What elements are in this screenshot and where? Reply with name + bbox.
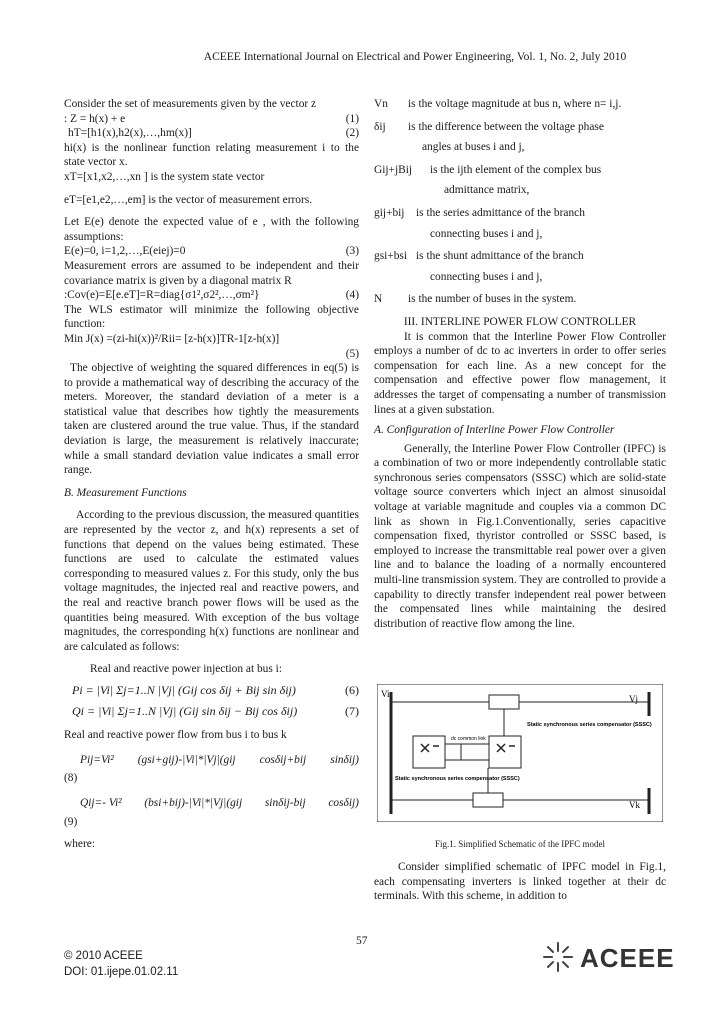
figure-paragraph: Consider simplified schematic of IPFC model in Fig.1, each compensating inverters is linked together at their dc terminals. With this scheme, in addition to: [374, 861, 666, 903]
variable-definition: Gij+jBij is the ijth element of the complex bus admittance matrix,: [374, 163, 602, 197]
page-number: 57: [356, 935, 368, 947]
aceee-logo: [540, 939, 680, 979]
left-column: [64, 97, 359, 852]
e-definition: eT=[e1,e2,…,em] is the vector of measurement errors.: [64, 193, 313, 206]
copyright-text: © 2010 ACEEE: [64, 950, 143, 962]
intro-text: Consider the set of measurements given by the vector z: [64, 98, 317, 110]
bus-j-label: Vj: [629, 694, 638, 704]
doi-text: DOI: 01.ijepe.01.02.11: [64, 966, 179, 978]
equation-3: E(e)=0, i=1,2,…,E(eiej)=0 (3): [64, 245, 359, 258]
dc-link-label: dc common link: [451, 736, 486, 742]
sssc-label-top: Static synchronous series compensator (SSSC): [527, 722, 652, 728]
ipfc-paragraph-1: It is common that the Interline Power Flow Controller employs a number of dc to ac inverters in order to offer series compensation for each line. As a new concept for the compensation and effective power flow management, it addresses the target of compensating a number of transmission lines at a given substation.: [374, 330, 666, 416]
equation-5: Min J(x) =(zi-hi(x))²/Rii= [z-h(x)]TR-1[z-h(x)]: [64, 332, 280, 345]
variable-definition: gsi+bsi is the shunt admittance of the branch connecting buses i and j,: [374, 250, 584, 283]
section-b-heading: B. Measurement Functions: [64, 486, 187, 499]
wls-text: The WLS estimator will minimize the following objective function:: [64, 303, 359, 331]
section-3-heading: III. INTERLINE POWER FLOW CONTROLLER: [403, 315, 637, 328]
equation-8: Pij=Vi² (gsi+gij)-|Vi|*|Vj|(gij cosδij+bij sinδij): [80, 753, 359, 766]
sssc-label-bottom: Static synchronous series compensator (SSSC): [395, 776, 520, 782]
where-label: where:: [64, 838, 95, 851]
equation-1: : Z = h(x) + e (1): [64, 112, 359, 125]
equation-5-number: (5): [345, 347, 359, 360]
equation-2: hT=[h1(x),h2(x),…,hm(x)] (2): [68, 127, 359, 140]
ipfc-paragraph-2: Generally, the Interline Power Flow Controller (IPFC) is a combination of two or more independently controllable static synchronous series compensators (SSSC) which are solid-state voltage source converters which inject an almost sinusoidal voltage at variable magnitude and couples via a common DC link as shown in Fig.1.Conventionally, series capacitive compensation fixed, thyristor controlled or SSSC based, is employed to increase the transmittable real power over a given line and to balance the loading of a normally encountered multi-line transmission system. They are controlled to provide a capability to directly transfer independent real power between the compensated lines while maintaining the desired distribution of reactive flow among the line.: [374, 442, 666, 630]
flow-heading: Real and reactive power flow from bus i to bus k: [64, 729, 287, 742]
journal-header: ACEEE International Journal on Electrical and Power Engineering, Vol. 1, No. 2, July 2010: [203, 51, 627, 63]
measurement-paragraph: According to the previous discussion, the measured quantities are represented by the vector z, and h(x) represents a set of functions that depend on the values being estimated. These functions are used to calculate the estimated values corresponding to measured values z. For this study, only the bus voltage magnitudes, the injected real and reactive powers, and the real and reactive branch power flows will be used as the quantities being measured. With exception of the bus voltage magnitudes, the corresponding h(x) functions are nonlinear and are calculated as follows:: [64, 509, 359, 653]
footer-copyright: [64, 948, 178, 980]
equation-6: Pi = |Vi| Σj=1..N |Vj| (Gij cos δij + Bij sin δij) (6): [72, 682, 359, 697]
x-definition: xT=[x1,x2,…,xn ] is the system state vector: [64, 170, 265, 183]
variable-definition: Vn is the voltage magnitude at bus n, where n= i,j.: [374, 98, 622, 110]
section-a-heading: A. Configuration of Interline Power Flow Controller: [374, 424, 615, 437]
h-definition: hi(x) is the nonlinear function relating measurement i to the state vector x.: [64, 141, 359, 169]
equation-9-number: (9): [64, 815, 78, 828]
figure-caption: Fig.1. Simplified Schematic of the IPFC model: [435, 839, 605, 849]
covariance-text: Measurement errors are assumed to be independent and their covariance matrix is given by a diagonal matrix R: [64, 259, 359, 287]
equation-8-number: (8): [64, 772, 78, 785]
right-column: [374, 97, 666, 631]
variable-definition: N is the number of buses in the system.: [374, 293, 577, 306]
variable-definition: gij+bij is the series admittance of the branch connecting buses i and j,: [374, 206, 585, 240]
bus-k-label: Vk: [629, 800, 640, 810]
injection-heading: Real and reactive power injection at bus i:: [90, 663, 282, 676]
logo-mark-icon: [540, 939, 576, 975]
ipfc-schematic-figure: [377, 684, 663, 822]
logo-text: ACEEE: [580, 943, 675, 973]
equation-4: :Cov(e)=E[e.eT]=R=diag{σ1²,σ2²,…,σm²} (4): [64, 289, 359, 302]
equation-9: Qij=- Vi² (bsi+bij)-|Vi|*|Vj|(gij sinδij-bij cosδij): [80, 796, 359, 809]
objective-paragraph: The objective of weighting the squared differences in eq(5) is to provide a mathematical way of describing the accuracy of the meters. Moreover, the standard deviation of a meter is a statistical value that describes how tightly the measurements taken are clustered around the true value. Thus, if the standard deviation is large, the measurement is relatively inaccurate; while a small standard deviation value indicates a small error range.: [64, 362, 359, 477]
variable-definition: δij is the difference between the voltage phase angles at buses i and j,: [374, 120, 604, 154]
bus-i-label: Vi: [381, 689, 390, 699]
equation-7: Qi = |Vi| Σj=1..N |Vj| (Gij sin δij − Bij cos δij) (7): [72, 703, 359, 718]
assumption-text: Let E(e) denote the expected value of e , with the following assumptions:: [64, 216, 359, 243]
